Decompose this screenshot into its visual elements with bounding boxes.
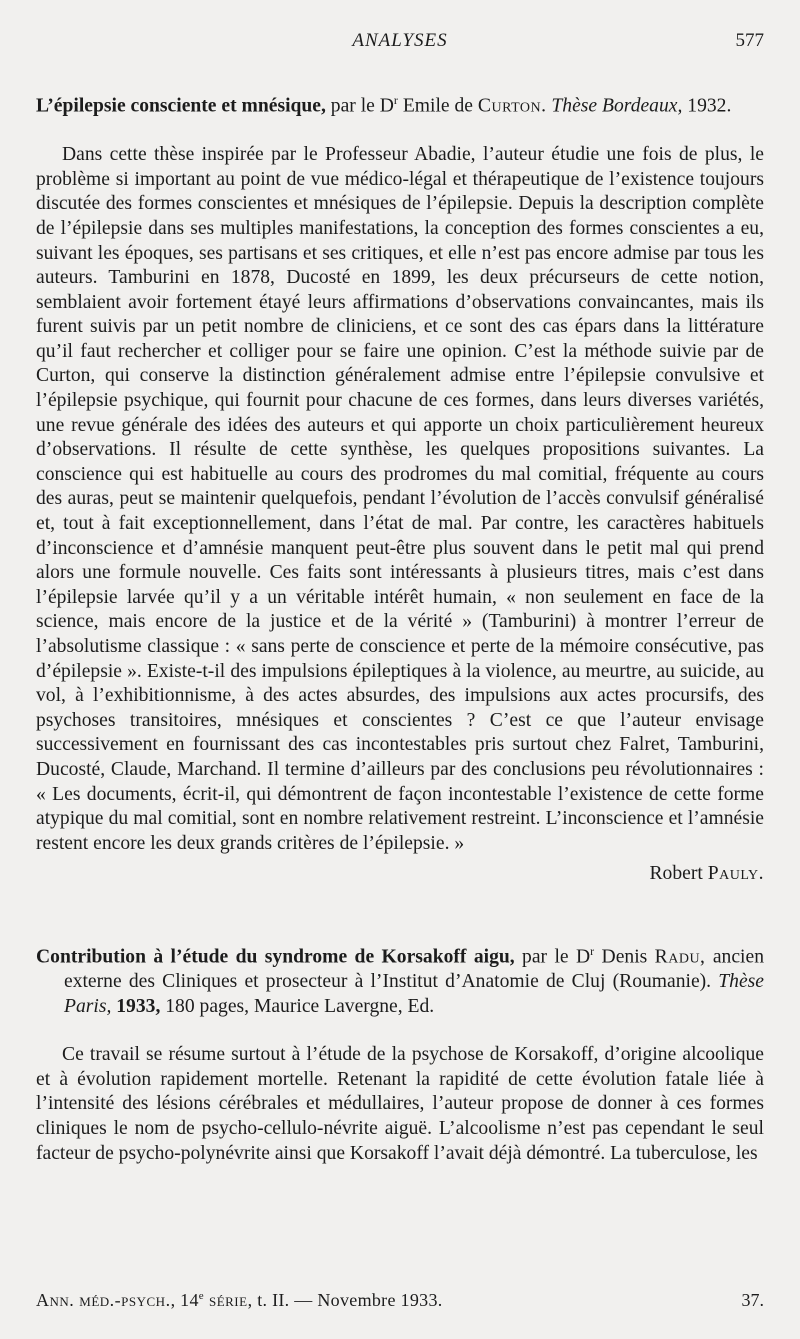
review-heading-2 — [36, 939, 764, 1019]
review-pages-2: 180 pages, Maurice Lavergne, Ed. — [160, 995, 435, 1017]
review-by-1: par le D — [325, 95, 394, 117]
review-author-first-1: Emile de — [397, 95, 478, 117]
review-by-sup-1: r — [393, 93, 398, 107]
review-source-1: Thèse Bordeaux, — [546, 95, 683, 117]
running-head-title: ANALYSES — [352, 30, 448, 51]
review-body-1: Dans cette thèse inspirée par le Professeur Abadie, l’auteur étudie une fois de plus, le problème si important au point de vue médico-légal et thérapeutique de l’existence toujours discutée des formes conscientes et mnésiques de l’épilepsie. Depuis la description complète de l’épilepsie dans ses multiples manifestations, la conception des formes conscientes a eu, suivant les époques, ses partisans et ses critiques, et elle n’est pas encore admise par tous les auteurs. Tamburini en 1878, Ducosté en 1899, les deux précurseurs de cette notion, semblaient avoir fortement étayé leurs affirmations d’observations convaincantes, mais ils furent suivis par un petit nombre de cliniciens, et ce sont des cas épars dans la littérature qu’il faut rechercher et colliger pour se faire une opinion. C’est la méthode suivie par de Curton, qui conserve la distinction généralement admise entre l’épilepsie convulsive et l’épilepsie psychique, qui fournit pour chacune de ces formes, dans leurs diverses variétés, une revue générale des idées des auteurs et qui apporte un choix particulièrement heureux d’observations. Il résulte de cette synthèse, les quelques propositions suivantes. La conscience qui est habituelle au cours des prodromes du mal comitial, fréquente au cours des auras, peut se maintenir quelquefois, pendant l’évolution de l’accès convulsif généralisé et, tout à fait exceptionnellement, dans l’état de mal. Par contre, les caractères habituels d’inconscience et d’amnésie manquent peut-être plus souvent dans le petit mal qui prend alors une formule nouvelle. Ces faits sont intéressants à plusieurs titres, mais c’est dans l’épilepsie larvée qu’il y a un véritable intérêt humain, « non seulement en face de la science, mais encore de la justice et de la vérité » (Tamburini) à montrer l’erreur de l’absolutisme classique : « sans perte de conscience et perte de la mémoire consécutive, pas d’épilepsie ». Existe-t-il des impulsions épileptiques à la violence, au meurtre, au suicide, au vol, à l’exhibitionnisme, à des actes absurdes, des impulsions aux actes procursifs, des psychoses transitoires, mnésiques et conscientes ? C’est ce que l’auteur envisage successivement en fournissant des cas incontestables pris surtout chez Falret, Tamburini, Ducosté, Claude, Marchand. Il termine d’ailleurs par des conclusions peu révolutionnaires : « Les documents, écrit-il, qui démontrent de façon incontestable l’existence de cette forme atypique du mal comitial, sont en nombre relativement restreint. L’inconscience et l’amnésie restent encore les deux grands critères de l’épilepsie. » — [36, 144, 764, 854]
review-author-first-2: Denis — [594, 946, 655, 968]
page-content — [36, 88, 764, 1166]
journal-series-number: , 14 — [170, 1290, 199, 1310]
reviewer-first-name: Robert — [649, 863, 708, 885]
review-by-2: par le D — [514, 946, 591, 968]
review-year-1: 1932. — [682, 95, 732, 117]
page-number: 577 — [735, 30, 764, 51]
journal-series-sup: e — [198, 1290, 204, 1302]
reviewer-signature — [36, 862, 764, 887]
running-head — [36, 30, 764, 56]
journal-volume-date: , t. II. — Novembre 1933. — [247, 1290, 443, 1310]
review-year-2: 1933, — [111, 995, 161, 1017]
journal-name: Ann. méd.-psych. — [36, 1290, 171, 1310]
signature-mark: 37. — [741, 1290, 764, 1310]
review-author-last-2: Radu, — [654, 946, 706, 968]
journal-series-label: série — [203, 1290, 248, 1310]
review-affiliation-2: ancien externe des Cliniques et prosecteur à l’Institut d’Anatomie de Cluj (Roumanie). — [64, 946, 764, 993]
review-body-2: Ce travail se résume surtout à l’étude de la psychose de Korsakoff, d’origine alcoolique et à évolution rapidement mortelle. Retenant la rapidité de cette évolution fatale liée à l’intensité des lésions cérébrales et médullaires, l’auteur propose de donner à ces formes cliniques le nom de psycho-cellulo-névrite aiguë. L’alcoolisme n’est pas cependant le seul facteur de psycho-polynévrite ainsi que Korsakoff l’avait déjà démontré. La tuberculose, les — [36, 1044, 764, 1164]
review-title-2: Contribution à l’étude du syndrome de Korsakoff aigu, — [36, 946, 515, 968]
review-author-last-1: Curton. — [477, 95, 547, 117]
review-heading-1 — [36, 88, 764, 119]
review-source-2: Thèse Paris, — [64, 971, 764, 1017]
review-title-1: L’épilepsie consciente et mnésique, — [36, 95, 326, 117]
reviewer-last-name: Pauly. — [707, 863, 764, 885]
page-footer — [36, 1290, 764, 1316]
journal-citation — [36, 1290, 443, 1311]
review-by-sup-2: r — [590, 943, 595, 958]
